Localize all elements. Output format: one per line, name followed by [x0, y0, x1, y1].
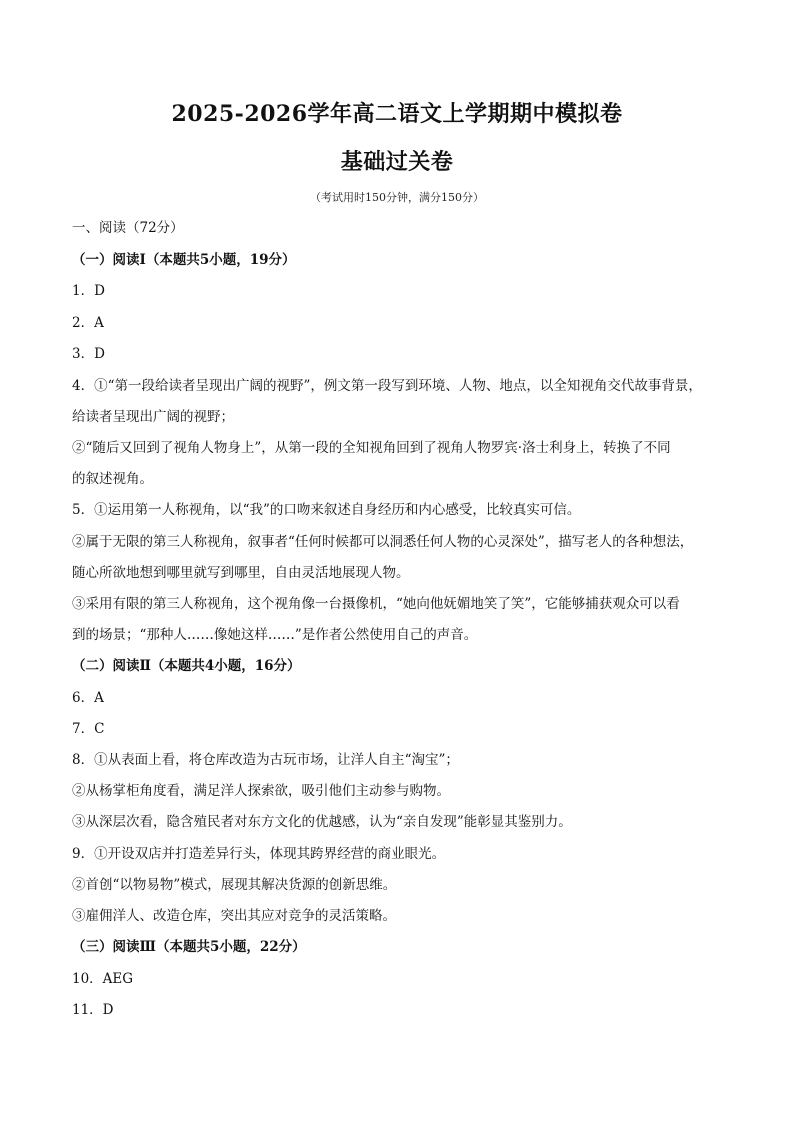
- exam-note: （考试用时150分钟，满分150分）: [310, 191, 484, 204]
- answer-line: 6．A: [72, 690, 104, 706]
- answer-line: ②属于无限的第三人称视角，叙事者“任何时候都可以洞悉任何人物的心灵深处”，描写老人的各种想法，: [72, 534, 694, 550]
- answer-line: 11．D: [72, 1002, 114, 1018]
- answer-line: 10．AEG: [72, 971, 134, 987]
- answer-line: 随心所欲地想到哪里就写到哪里，自由灵活地展现人物。: [72, 565, 410, 581]
- answer-line: 5．①运用第一人称视角，以“我”的口吻来叙述自身经历和内心感受，比较真实可信。: [72, 502, 581, 518]
- answer-line: ③从深层次看，隐含殖民者对东方文化的优越感，认为“亲自发现”能彰显其鉴别力。: [72, 814, 572, 830]
- answer-line: ③雇佣洋人、改造仓库，突出其应对竞争的灵活策略。: [72, 908, 396, 924]
- answer-line: 7．C: [72, 721, 105, 737]
- answer-line: 到的场景；“那种人……像她这样……”是作者公然使用自己的声音。: [72, 627, 478, 643]
- answer-line: 的叙述视角。: [72, 471, 153, 487]
- answer-line: 3．D: [72, 346, 105, 362]
- section-heading-reading2: （二）阅读Ⅱ（本题共4小题，16分）: [72, 658, 301, 674]
- answer-line: 8．①从表面上看，将仓库改造为古玩市场，让洋人自主“淘宝”；: [72, 752, 459, 768]
- answer-line: 给读者呈现出广阔的视野；: [72, 409, 234, 425]
- answer-line: 1．D: [72, 283, 105, 299]
- answer-line: ②首创“以物易物”模式，展现其解决货源的创新思维。: [72, 877, 397, 893]
- section-heading-reading3: （三）阅读Ⅲ（本题共5小题，22分）: [72, 939, 306, 955]
- answer-line: 9．①开设双店并打造差异行头，体现其跨界经营的商业眼光。: [72, 846, 446, 862]
- answer-line: 4．①“第一段给读者呈现出广阔的视野”，例文第一段写到环境、人物、地点，以全知视角交代故事背景，: [72, 378, 702, 394]
- section-heading-reading1: （一）阅读Ⅰ（本题共5小题，19分）: [72, 252, 296, 268]
- answer-line: ③采用有限的第三人称视角，这个视角像一台摄像机，“她向他妩媚地笑了笑”，它能够捕获观众可以看: [72, 596, 680, 612]
- answer-line: ②从杨掌柜角度看，满足洋人探索欲，吸引他们主动参与购物。: [72, 783, 450, 799]
- exam-title: 2025-2026学年高二语文上学期期中模拟卷: [171, 101, 623, 127]
- exam-subtitle: 基础过关卷: [340, 149, 454, 175]
- answer-line: ②“随后又回到了视角人物身上”，从第一段的全知视角回到了视角人物罗宾·洛士利身上，转换了不同: [72, 440, 671, 456]
- part-heading: 一、阅读（72分）: [72, 220, 184, 236]
- answer-line: 2．A: [72, 315, 104, 331]
